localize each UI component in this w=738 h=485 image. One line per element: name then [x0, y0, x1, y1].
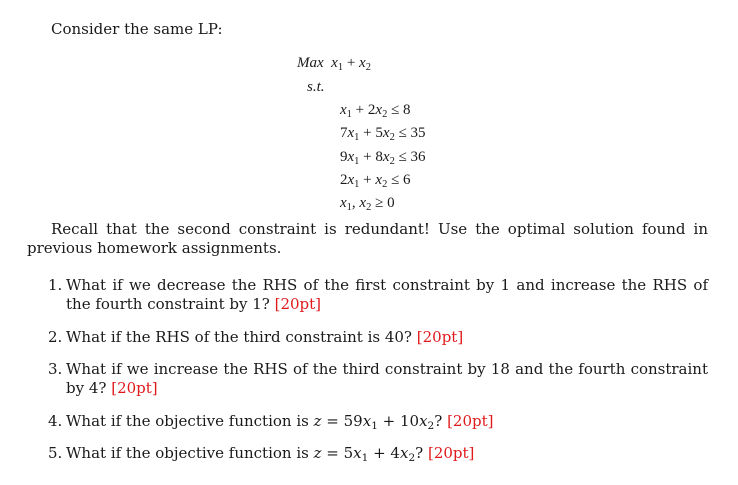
recall-paragraph: Recall that the second constraint is redundant! Use the optimal solution found in previous homework assignments.: [27, 220, 708, 257]
points-badge: [20pt]: [416, 328, 464, 346]
question-number: 4.: [48, 412, 63, 430]
question-number: 1.: [48, 276, 63, 294]
points-badge: [20pt]: [111, 379, 158, 397]
constraint-2: $7x_1 + 5x_2 \le 35$: [340, 125, 426, 143]
question-number: 2.: [48, 328, 63, 346]
question-4: [48, 412, 708, 431]
question-number: 5.: [48, 444, 63, 462]
question-text: What if the objective function is $z = 5x_1 + 4x_2$?: [66, 444, 424, 464]
constraint-1: $x_1 + 2x_2 \le 8$: [340, 102, 411, 120]
points-badge: [20pt]: [447, 412, 494, 430]
constraint-3: $9x_1 + 8x_2 \le 36$: [340, 149, 426, 167]
objective-expression: $x_1 + x_2$: [331, 55, 371, 73]
question-5: [48, 444, 708, 463]
question-1: [48, 276, 708, 314]
points-badge: [20pt]: [274, 295, 322, 313]
question-text: What if we decrease the RHS of the first constraint by 1 and increase the RHS of the fourth constraint by 1?: [66, 276, 708, 313]
question-3: [48, 360, 708, 398]
question-2: [48, 328, 708, 347]
question-text: What if the RHS of the third constraint is 40?: [66, 328, 412, 346]
objective-word: Max: [297, 55, 324, 71]
question-text: What if the objective function is $z = 59x_1 + 10x_2$?: [66, 412, 443, 432]
lp-objective: [297, 54, 371, 72]
question-number: 3.: [48, 360, 63, 378]
points-badge: [20pt]: [427, 444, 475, 462]
intro-text: Consider the same LP:: [51, 20, 223, 38]
question-text: What if we increase the RHS of the third constraint by 18 and the fourth constraint by 4?: [66, 360, 708, 397]
st-label: s.t.: [307, 79, 325, 95]
constraint-nonneg: $x_1$, $x_2 \ge 0$: [340, 195, 395, 213]
constraint-4: $2x_1 + x_2 \le 6$: [340, 172, 411, 190]
